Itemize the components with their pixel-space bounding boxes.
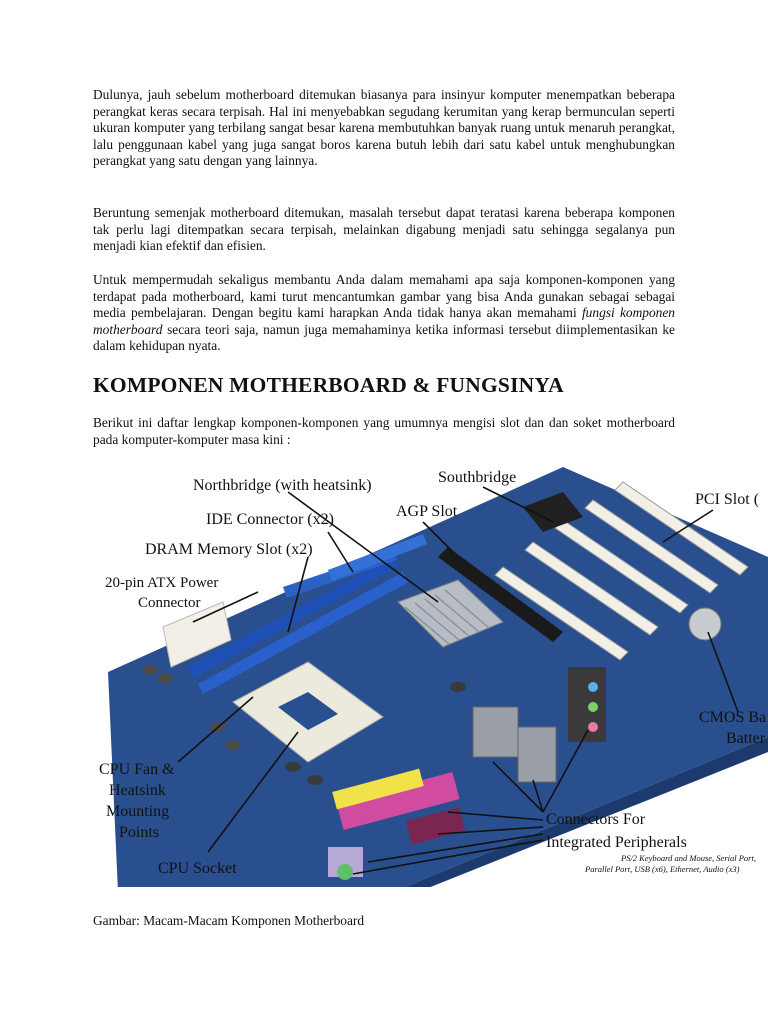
audio-jack-blue xyxy=(588,682,598,692)
label-cpu-fan-line4: Points xyxy=(119,824,160,841)
paragraph-purpose-end: secara teori saja, namun juga memahaminya ketika informasi tersebut diimplementasikan ke dalam kehidupan nyata. xyxy=(93,321,675,354)
label-northbridge: Northbridge (with heatsink) xyxy=(193,477,372,494)
label-cmos-battery-line2: Batter xyxy=(726,730,766,747)
paragraph-purpose-start: Untuk mempermudah sekaligus membantu Anda dalam memahami apa saja komponen-komponen yang terdapat pada motherboard, kami turut mencantumkan gambar yang bisa Anda gunakan sebagai sebagai media pembelajaran. Dengan begitu kami harapkan Anda tidak hanya akan memahami xyxy=(93,272,675,321)
label-cpu-fan-line3: Mounting xyxy=(106,803,170,820)
label-connectors-line1: Connectors For xyxy=(546,811,646,828)
label-connectors-detail-line1: PS/2 Keyboard and Mouse, Serial Port, xyxy=(621,853,756,863)
cmos-battery xyxy=(689,608,721,640)
audio-jack-green xyxy=(588,702,598,712)
audio-jack-pink xyxy=(588,722,598,732)
usb-ports xyxy=(518,727,556,782)
paragraph-list-intro: Berikut ini daftar lengkap komponen-komponen yang umumnya mengisi slot dan dan soket motherboard pada komputer-komputer masa kini : xyxy=(93,415,675,447)
ethernet-port xyxy=(473,707,518,757)
paragraph-purpose xyxy=(93,272,675,355)
label-atx-power-line1: 20-pin ATX Power xyxy=(105,575,219,591)
label-southbridge: Southbridge xyxy=(438,469,517,486)
italic-link-text: fungsi komponen motherboard xyxy=(93,305,675,337)
label-atx-power-line2: Connector xyxy=(138,595,201,611)
motherboard-figure xyxy=(93,462,768,887)
ps2-mouse-port xyxy=(337,864,353,880)
label-connectors-detail-line2: Parallel Port, USB (x6), Ethernet, Audio (x3) xyxy=(585,864,740,874)
label-ide-connector: IDE Connector (x2) xyxy=(206,511,334,528)
section-heading: KOMPONEN MOTHERBOARD & FUNGSINYA xyxy=(93,373,564,397)
label-cmos-battery-line1: CMOS Ba xyxy=(699,709,767,726)
label-agp-slot: AGP Slot xyxy=(396,503,458,520)
label-cpu-fan-line2: Heatsink xyxy=(109,782,166,799)
label-pci-slot: PCI Slot ( xyxy=(695,491,760,508)
label-dram-slot: DRAM Memory Slot (x2) xyxy=(145,541,313,558)
label-connectors-line2: Integrated Peripherals xyxy=(546,834,687,851)
label-cpu-fan-line1: CPU Fan & xyxy=(99,761,175,778)
label-cpu-socket: CPU Socket xyxy=(158,860,237,877)
paragraph-intro: Dulunya, jauh sebelum motherboard ditemukan biasanya para insinyur komputer menempatkan beberapa perangkat keras secara terpisah. Hal ini menyebabkan segudang kerumitan yang kerap bermunculan seperti ukuran komputer yang terbilang sangat besar karena membutuhkan banyak ruang untuk menaruh perangkat, lalu penggunaan kabel yang juga sangat boros karena butuh lebih dari satu kabel untuk menghubungkan perangkat yang satu dengan yang lainnya. xyxy=(93,87,675,169)
figure-caption: Gambar: Macam-Macam Komponen Motherboard xyxy=(93,913,365,928)
paragraph-benefit: Beruntung semenjak motherboard ditemukan, masalah tersebut dapat teratasi karena beberapa komponen tak perlu lagi ditempatkan secara terpisah, melainkan digabung menjadi satu sehingga segalanya pun menjadi kian efektif dan efisien. xyxy=(93,205,675,254)
motherboard-diagram xyxy=(93,462,768,887)
